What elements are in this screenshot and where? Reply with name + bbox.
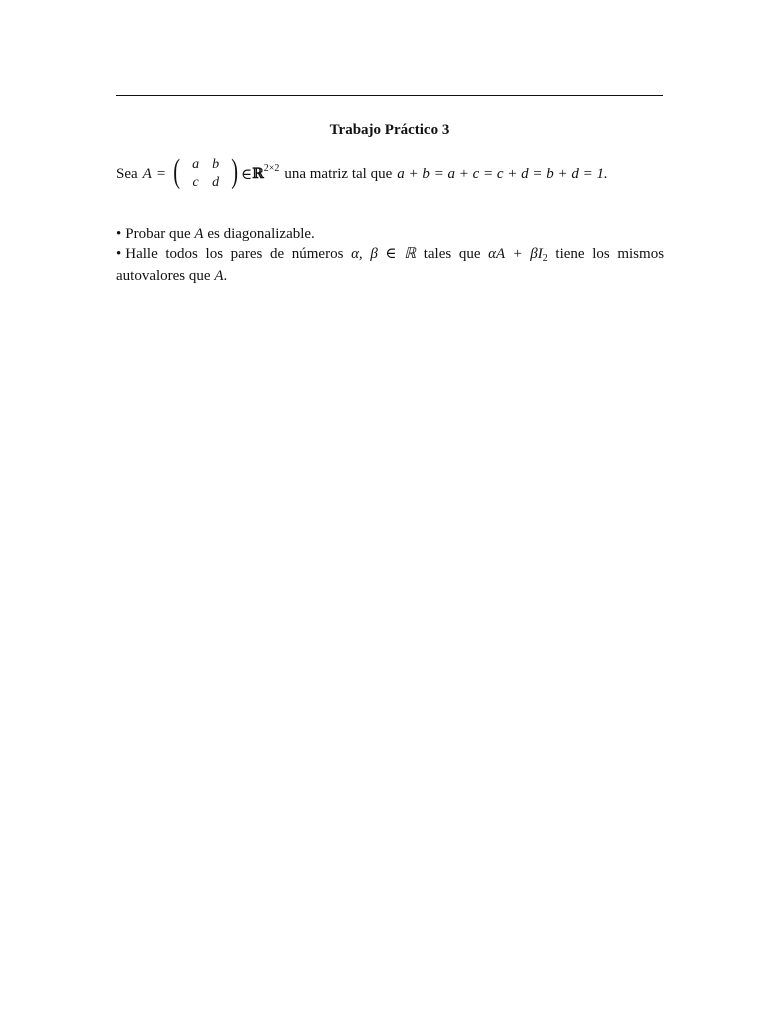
matrix-entry-b: b	[212, 157, 220, 172]
matrix-entry-a: a	[192, 157, 200, 172]
list-item: • Probar que A es diagonalizable.	[116, 226, 315, 242]
header-rule	[116, 95, 663, 96]
condition-formula: a + b = a + c = c + d = b + d = 1.	[397, 165, 608, 182]
problem-statement	[116, 154, 676, 194]
condition-text: una matriz tal que	[284, 165, 393, 182]
matrix-entry-c: c	[192, 175, 199, 190]
set-exponent: 2×2	[263, 162, 280, 174]
statement-prefix: Sea	[116, 165, 138, 182]
matrix-entry-d: d	[212, 175, 220, 190]
left-paren: (	[173, 153, 181, 190]
equals-sign: =	[156, 165, 166, 182]
exercise-list	[116, 224, 664, 286]
document-title: Trabajo Práctico 3	[329, 122, 450, 138]
bullet-icon: •	[116, 246, 122, 262]
member-of-symbol: ∈	[240, 166, 253, 183]
matrix-symbol: A	[142, 165, 152, 182]
real-set-symbol: ℝ	[252, 166, 264, 182]
bullet-icon: •	[116, 226, 122, 242]
right-paren: )	[230, 153, 238, 190]
list-item: • Halle todos los pares de números α, β ∈ ℝ tales que $\alpha A + \beta I_2$ tiene los mismos autovalores que A.	[116, 246, 665, 284]
matrix-entries	[186, 156, 226, 192]
